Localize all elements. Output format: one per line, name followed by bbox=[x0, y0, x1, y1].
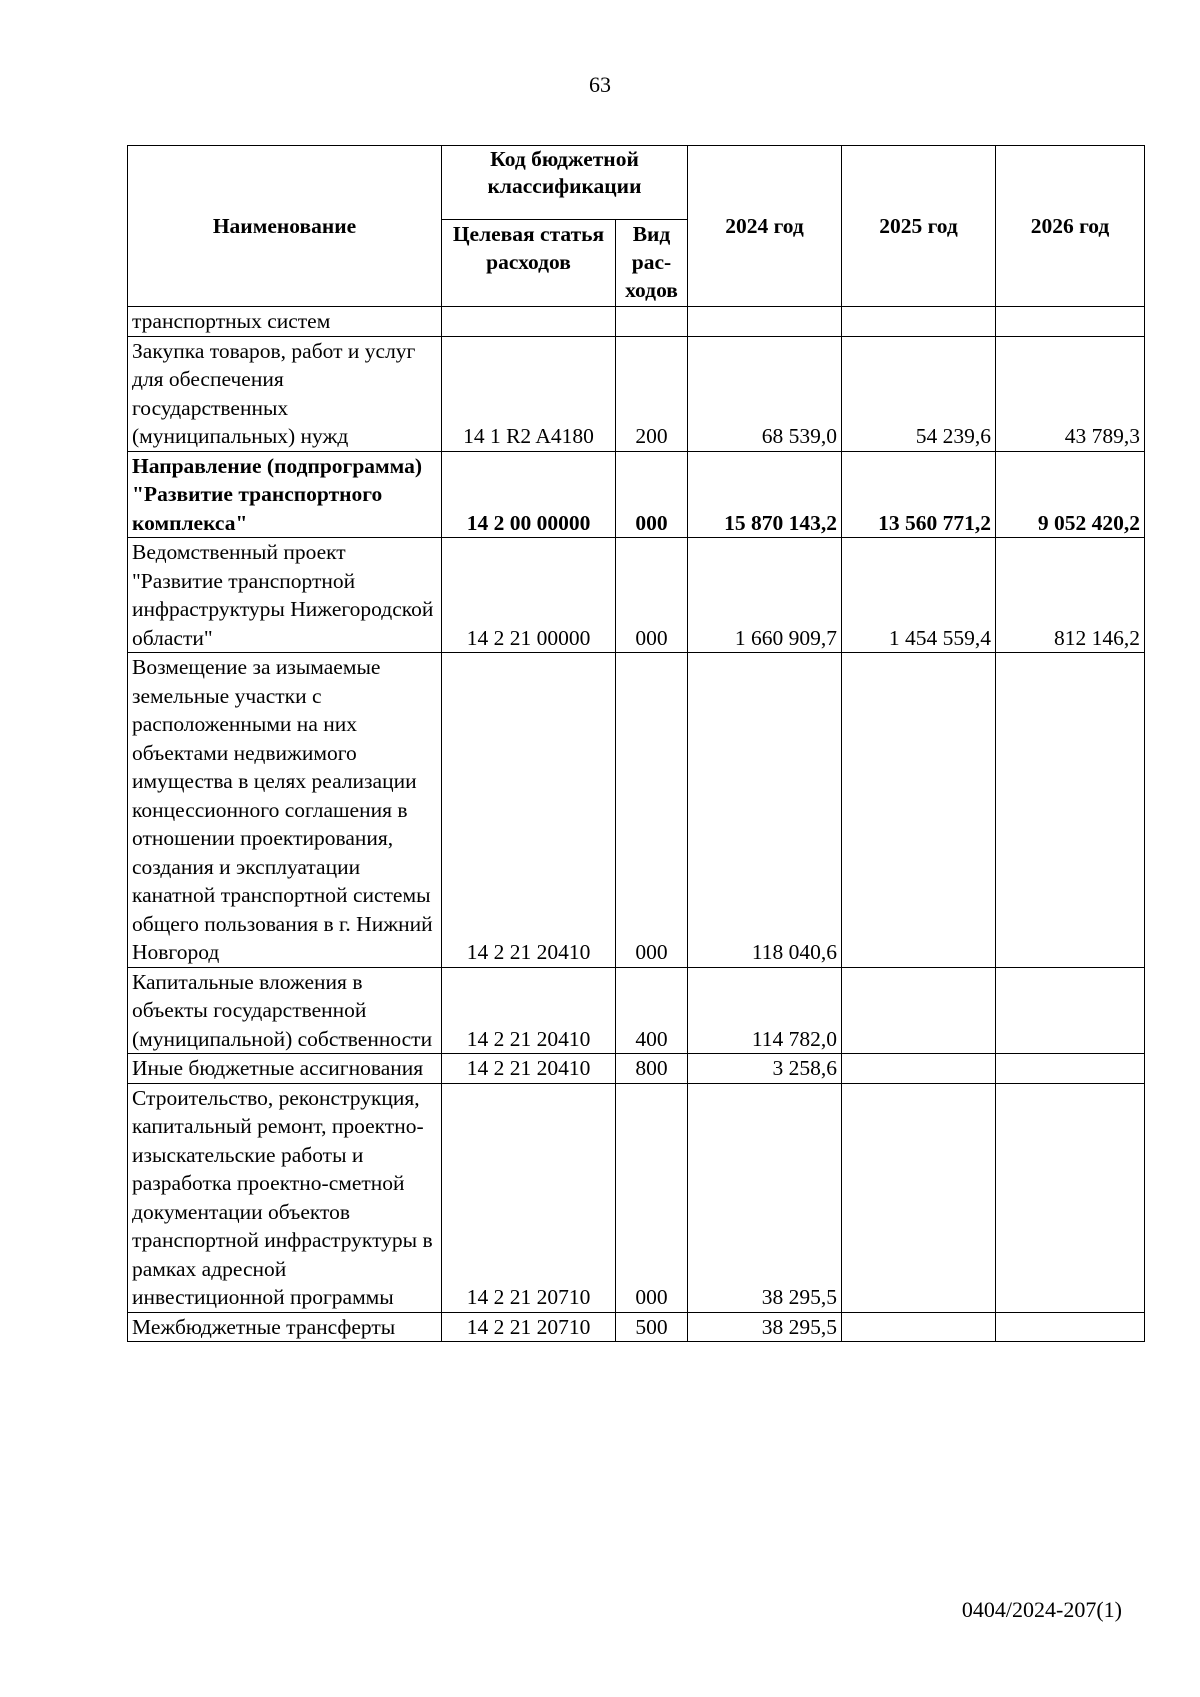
row-name: Межбюджетные трансферты bbox=[128, 1312, 442, 1342]
amount-2025 bbox=[842, 967, 996, 1054]
target-article: 14 2 21 20410 bbox=[442, 1054, 616, 1084]
document-code: 0404/2024-207(1) bbox=[961, 1597, 1122, 1622]
amount-2025: 1 454 559,4 bbox=[842, 538, 996, 653]
table-row bbox=[128, 1054, 1145, 1084]
amount-2026: 9 052 420,2 bbox=[996, 451, 1145, 538]
amount-2026 bbox=[996, 1054, 1145, 1084]
amount-2026 bbox=[996, 967, 1145, 1054]
row-name: Закупка товаров, работ и услуг для обеспечения государственных (муниципальных) нужд bbox=[128, 336, 442, 451]
amount-2026 bbox=[996, 307, 1145, 337]
target-article: 14 2 21 20710 bbox=[442, 1083, 616, 1312]
target-article: 14 2 21 20410 bbox=[442, 653, 616, 968]
row-name: Ведомственный проект "Развитие транспортной инфраструктуры Нижегородской области" bbox=[128, 538, 442, 653]
amount-2024: 1 660 909,7 bbox=[688, 538, 842, 653]
table-row bbox=[128, 307, 1145, 337]
target-article: 14 2 21 00000 bbox=[442, 538, 616, 653]
header-target: Целевая статья расходов bbox=[442, 220, 616, 307]
amount-2025 bbox=[842, 307, 996, 337]
table-row bbox=[128, 336, 1145, 451]
row-name: Капитальные вложения в объекты государственной (муниципальной) собственности bbox=[128, 967, 442, 1054]
amount-2026: 812 146,2 bbox=[996, 538, 1145, 653]
table-row bbox=[128, 451, 1145, 538]
amount-2024: 114 782,0 bbox=[688, 967, 842, 1054]
amount-2025 bbox=[842, 1054, 996, 1084]
amount-2025 bbox=[842, 1312, 996, 1342]
table-row bbox=[128, 1312, 1145, 1342]
target-article: 14 2 00 00000 bbox=[442, 451, 616, 538]
expense-type: 000 bbox=[616, 1083, 688, 1312]
row-name: Возмещение за изымаемые земельные участки с расположенными на них объектами недвижимого имущества в целях реализации концессионного соглашения в отношении проектирования, создания и эксплуатации канатной транспортной системы общего пользования в г. Нижний Новгород bbox=[128, 653, 442, 968]
amount-2025: 54 239,6 bbox=[842, 336, 996, 451]
row-name: Строительство, реконструкция, капитальный ремонт, проектно-изыскательские работы и разработка проектно-сметной документации объектов транспортной инфраструктуры в рамках адресной инвестиционной программы bbox=[128, 1083, 442, 1312]
amount-2024: 38 295,5 bbox=[688, 1083, 842, 1312]
target-article: 14 1 R2 A4180 bbox=[442, 336, 616, 451]
expense-type: 000 bbox=[616, 451, 688, 538]
header-kbk: Код бюджетной классификации bbox=[442, 146, 688, 220]
amount-2024: 118 040,6 bbox=[688, 653, 842, 968]
amount-2026 bbox=[996, 1083, 1145, 1312]
header-name: Наименование bbox=[128, 146, 442, 307]
target-article: 14 2 21 20410 bbox=[442, 967, 616, 1054]
amount-2024: 15 870 143,2 bbox=[688, 451, 842, 538]
amount-2024: 68 539,0 bbox=[688, 336, 842, 451]
expense-type bbox=[616, 307, 688, 337]
amount-2024: 3 258,6 bbox=[688, 1054, 842, 1084]
table-row bbox=[128, 538, 1145, 653]
expense-type: 200 bbox=[616, 336, 688, 451]
amount-2024: 38 295,5 bbox=[688, 1312, 842, 1342]
header-2025: 2025 год bbox=[842, 146, 996, 307]
amount-2025 bbox=[842, 1083, 996, 1312]
amount-2026 bbox=[996, 653, 1145, 968]
header-2024: 2024 год bbox=[688, 146, 842, 307]
expense-type: 000 bbox=[616, 538, 688, 653]
expense-type: 500 bbox=[616, 1312, 688, 1342]
header-type: Вид рас-ходов bbox=[616, 220, 688, 307]
amount-2025 bbox=[842, 653, 996, 968]
row-name: транспортных систем bbox=[128, 307, 442, 337]
expense-type: 400 bbox=[616, 967, 688, 1054]
amount-2024 bbox=[688, 307, 842, 337]
row-name: Направление (подпрограмма) "Развитие транспортного комплекса" bbox=[128, 451, 442, 538]
table-row bbox=[128, 967, 1145, 1054]
amount-2025: 13 560 771,2 bbox=[842, 451, 996, 538]
amount-2026 bbox=[996, 1312, 1145, 1342]
table-body bbox=[128, 307, 1145, 1342]
target-article: 14 2 21 20710 bbox=[442, 1312, 616, 1342]
budget-table bbox=[127, 145, 1145, 1342]
expense-type: 800 bbox=[616, 1054, 688, 1084]
expense-type: 000 bbox=[616, 653, 688, 968]
amount-2026: 43 789,3 bbox=[996, 336, 1145, 451]
page-number: 63 bbox=[589, 72, 611, 97]
target-article bbox=[442, 307, 616, 337]
header-2026: 2026 год bbox=[996, 146, 1145, 307]
table-row bbox=[128, 1083, 1145, 1312]
row-name: Иные бюджетные ассигнования bbox=[128, 1054, 442, 1084]
table-row bbox=[128, 653, 1145, 968]
